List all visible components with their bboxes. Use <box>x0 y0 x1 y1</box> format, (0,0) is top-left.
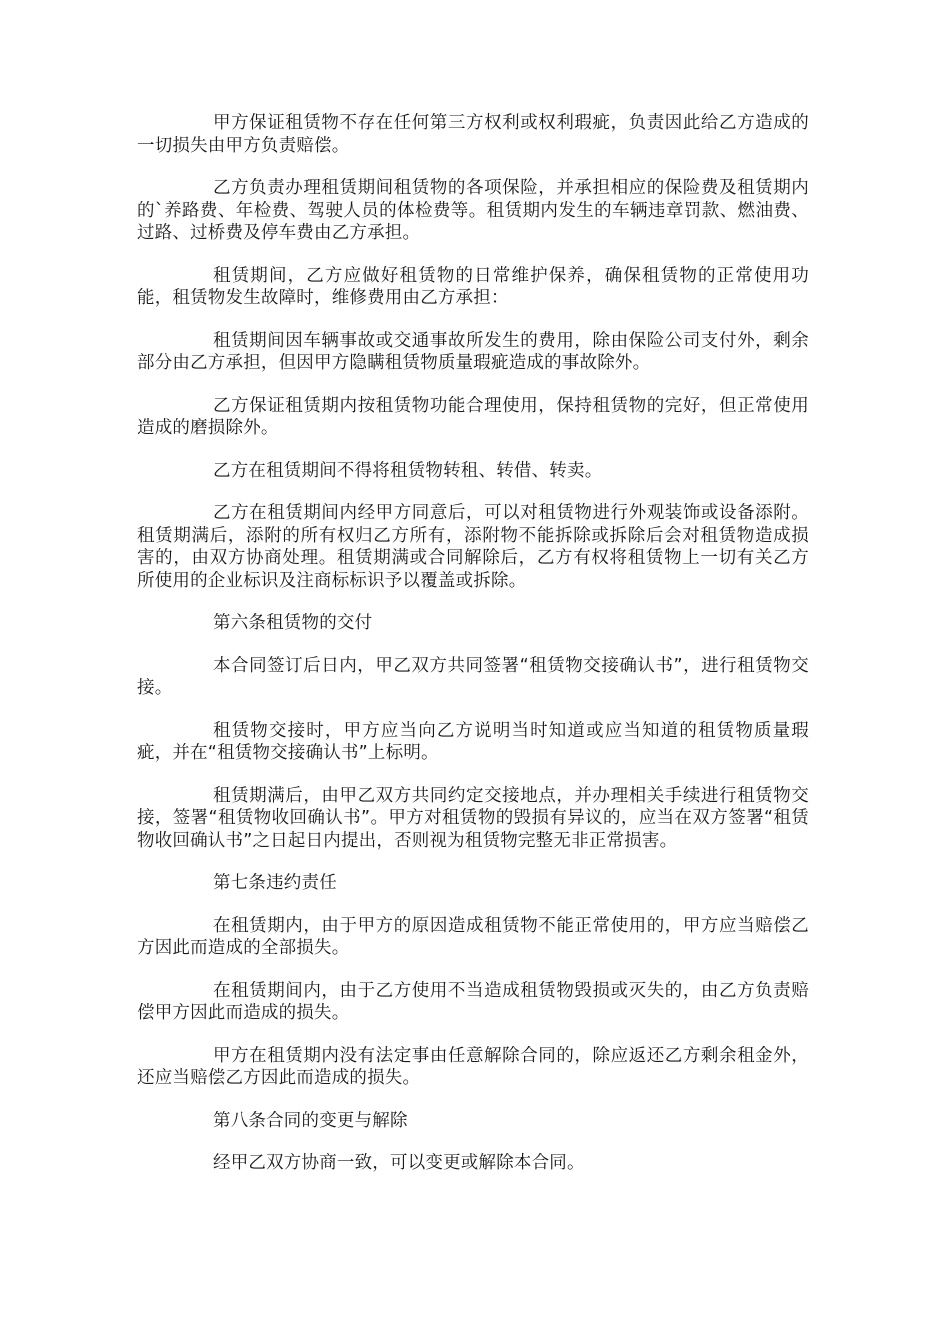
section-heading: 第六条租赁物的交付 <box>213 613 373 633</box>
paragraph: 甲方保证租赁物不存在任何第三方权利或权利瑕疵，负责因此给乙方造成的一切损失由甲方负责赔偿。 <box>137 113 809 156</box>
paragraph: 甲方在租赁期内没有法定事由任意解除合同的，除应返还乙方剩余租金外，还应当赔偿乙方因此而造成的损失。 <box>137 1045 809 1088</box>
paragraph: 乙方在租赁期间不得将租赁物转租、转借、转卖。 <box>213 460 603 481</box>
paragraph: 租赁物交接时，甲方应当向乙方说明当时知道或应当知道的租赁物质量瑕疵，并在“租赁物交接确认书”上标明。 <box>137 720 809 763</box>
paragraph: 乙方保证租赁期内按租赁物功能合理使用，保持租赁物的完好，但正常使用造成的磨损除外。 <box>137 395 809 438</box>
section-heading: 第八条合同的变更与解除 <box>213 1110 408 1131</box>
paragraph: 本合同签订后日内，甲乙双方共同签署“租赁物交接确认书”，进行租赁物交接。 <box>137 655 809 698</box>
document-body <box>137 112 809 1195</box>
paragraph: 乙方在租赁期间内经甲方同意后，可以对租赁物进行外观装饰或设备添附。租赁期满后，添附的所有权归乙方所有，添附物不能拆除或拆除后会对租赁物造成损害的，由双方协商处理。租赁期满或合同解除后，乙方有权将租赁物上一切有关乙方所使用的企业标识及注商标标识予以覆盖或拆除。 <box>137 503 809 591</box>
paragraph: 租赁期满后，由甲乙双方共同约定交接地点，并办理相关手续进行租赁物交接，签署“租赁物收回确认书”。甲方对租赁物的毁损有异议的，应当在双方签署“租赁物收回确认书”之日起日内提出，否则视为租赁物完整无非正常损害。 <box>137 785 809 851</box>
paragraph: 经甲乙双方协商一致，可以变更或解除本合同。 <box>213 1153 585 1173</box>
paragraph: 在租赁期内，由于甲方的原因造成租赁物不能正常使用的，甲方应当赔偿乙方因此而造成的全部损失。 <box>137 915 809 958</box>
paragraph: 在租赁期间内，由于乙方使用不当造成租赁物毁损或灭失的，由乙方负责赔偿甲方因此而造成的损失。 <box>137 980 809 1023</box>
paragraph: 租赁期间，乙方应做好租赁物的日常维护保养，确保租赁物的正常使用功能，租赁物发生故障时，维修费用由乙方承担： <box>137 265 809 308</box>
paragraph: 乙方负责办理租赁期间租赁物的各项保险，并承担相应的保险费及租赁期内的`养路费、年检费、驾驶人员的体检费等。租赁期内发生的车辆违章罚款、燃油费、过路、过桥费及停车费由乙方承担。 <box>137 178 809 243</box>
section-heading: 第七条违约责任 <box>213 873 337 893</box>
paragraph: 租赁期间因车辆事故或交通事故所发生的费用，除由保险公司支付外，剩余部分由乙方承担，但因甲方隐瞒租赁物质量瑕疵造成的事故除外。 <box>137 330 809 373</box>
